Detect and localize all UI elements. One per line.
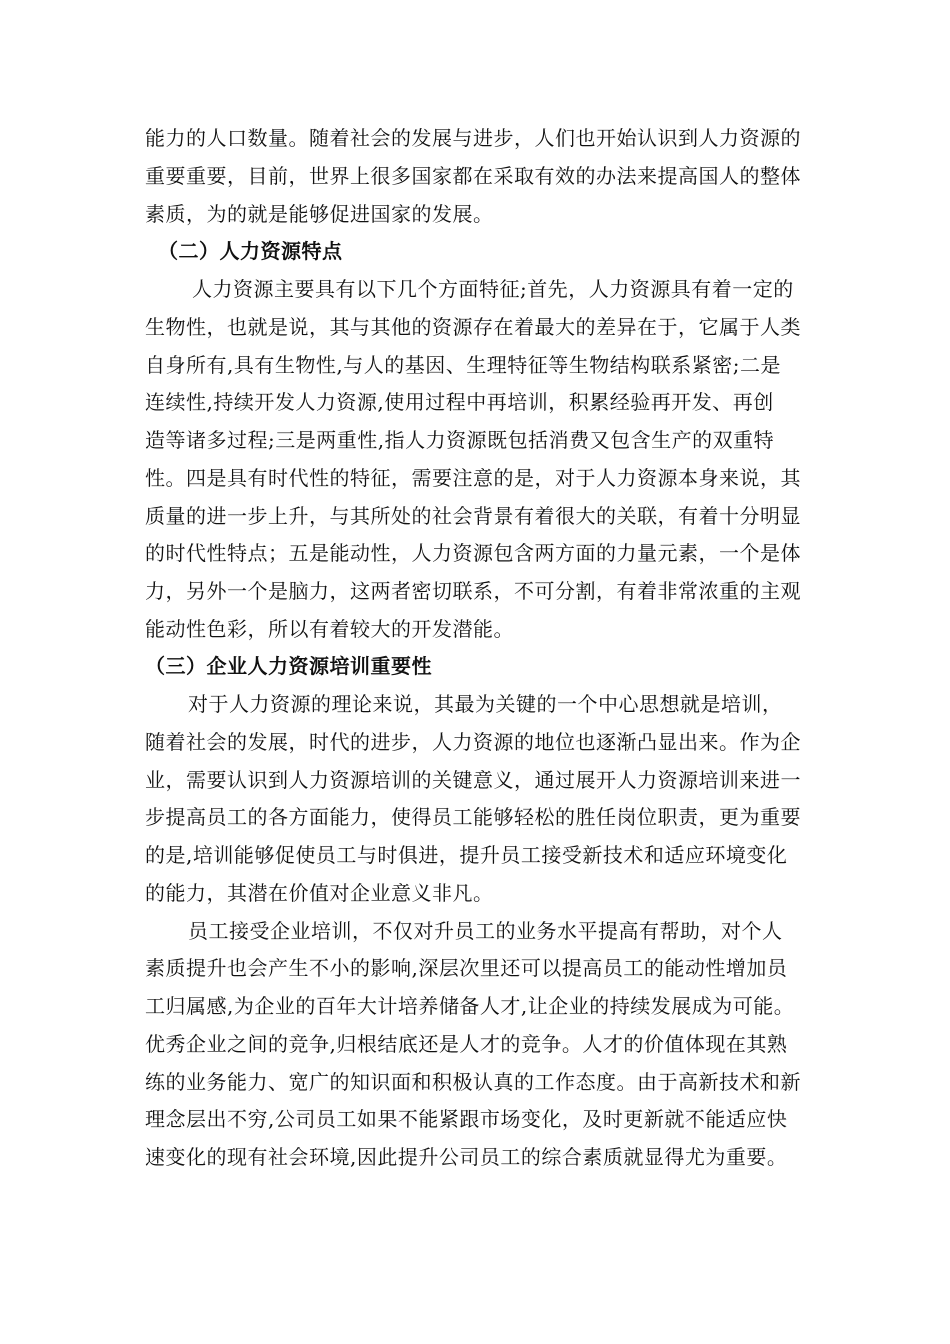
paragraph-line: 生物性，也就是说，其与其他的资源存在着最大的差异在于，它属于人类 [145,315,801,339]
paragraph-line: 能力的人口数量。随着社会的发展与进步，人们也开始认识到人力资源的 [145,126,801,150]
section-heading-3: （三）企业人力资源培训重要性 [145,654,432,678]
paragraph-line: 能动性色彩，所以有着较大的开发潜能。 [145,617,514,641]
paragraph-line: 练的业务能力、宽广的知识面和积极认真的工作态度。由于高新技术和新 [145,1070,801,1094]
paragraph-line: 力，另外一个是脑力，这两者密切联系，不可分割，有着非常浓重的主观 [145,579,801,603]
paragraph-line: 员工接受企业培训，不仅对升员工的业务水平提高有帮助，对个人 [188,919,783,943]
paragraph-line: 工归属感,为企业的百年大计培养储备人才,让企业的持续发展成为可能。 [145,994,795,1018]
paragraph-line: 对于人力资源的理论来说，其最为关键的一个中心思想就是培训， [188,692,783,716]
paragraph-line: 素质提升也会产生不小的影响,深层次里还可以提高员工的能动性增加员 [145,956,788,980]
paragraph-line: 的时代性特点；五是能动性，人力资源包含两方面的力量元素，一个是体 [145,541,801,565]
paragraph-line: 理念层出不穷,公司员工如果不能紧跟市场变化，及时更新就不能适应快 [145,1107,788,1131]
paragraph-line: 素质，为的就是能够促进国家的发展。 [145,202,494,226]
paragraph-line: 的是,培训能够促使员工与时俱进，提升员工接受新技术和适应环境变化 [145,843,788,867]
paragraph-line: 性。四是具有时代性的特征，需要注意的是，对于人力资源本身来说，其 [145,466,801,490]
paragraph-line: 步提高员工的各方面能力，使得员工能够轻松的胜任岗位职责，更为重要 [145,805,801,829]
paragraph-line: 的能力，其潜在价值对企业意义非凡。 [145,881,494,905]
paragraph-line: 随着社会的发展，时代的进步，人力资源的地位也逐渐凸显出来。作为企 [145,730,801,754]
paragraph-line: 速变化的现有社会环境,因此提升公司员工的综合素质就显得尤为重要。 [145,1145,788,1169]
paragraph-line: 重要重要，目前，世界上很多国家都在采取有效的办法来提高国人的整体 [145,164,801,188]
paragraph-line: 业，需要认识到人力资源培训的关键意义，通过展开人力资源培训来进一 [145,768,801,792]
paragraph-line: 优秀企业之间的竞争,归根结底还是人才的竞争。人才的价值体现在其熟 [145,1032,788,1056]
paragraph-line: 造等诸多过程;三是两重性,指人力资源既包括消费又包含生产的双重特 [145,428,775,452]
section-heading-2: （二）人力资源特点 [158,239,343,263]
paragraph-line: 自身所有,具有生物性,与人的基因、生理特征等生物结构联系紧密;二是 [145,353,781,377]
paragraph-line: 连续性,持续开发人力资源,使用过程中再培训，积累经验再开发、再创 [145,390,774,414]
paragraph-line: 质量的进一步上升，与其所处的社会背景有着很大的关联，有着十分明显 [145,504,801,528]
paragraph-line: 人力资源主要具有以下几个方面特征;首先，人力资源具有着一定的 [192,277,794,301]
